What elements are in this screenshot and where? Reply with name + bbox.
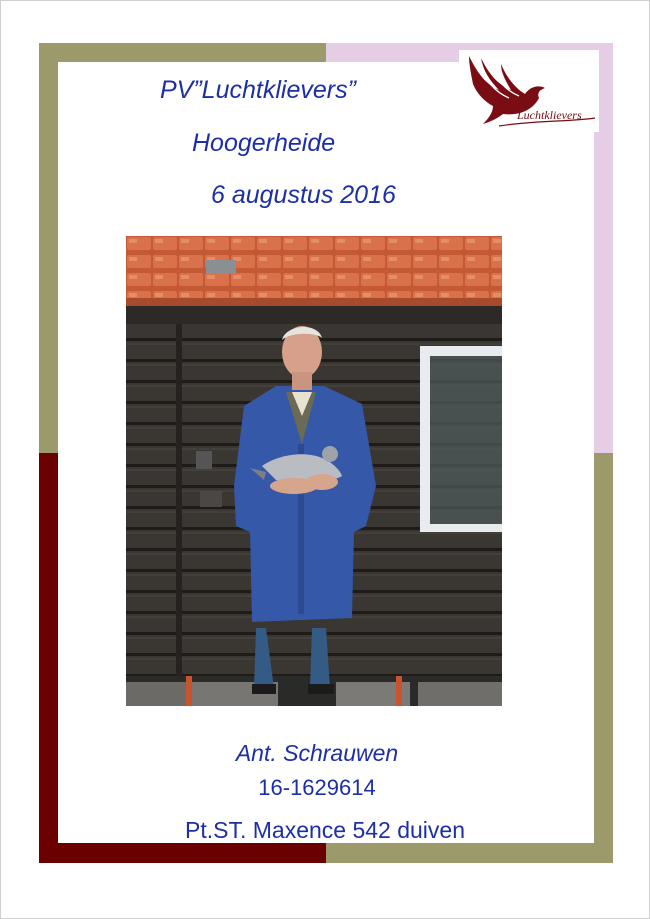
date-title: 6 augustus 2016: [211, 181, 396, 209]
logo-text: Luchtklievers: [517, 108, 582, 122]
club-logo: [459, 50, 599, 132]
club-title: PV”Luchtklievers”: [160, 76, 356, 104]
pigeon-fancier-image: [126, 236, 502, 706]
fancier-name: Ant. Schrauwen: [235, 740, 399, 766]
race-info: Pt.ST. Maxence 542 duiven: [185, 817, 465, 843]
ring-number: 16-1629614: [258, 775, 376, 800]
photo: [126, 236, 502, 706]
location-title: Hoogerheide: [192, 129, 336, 157]
